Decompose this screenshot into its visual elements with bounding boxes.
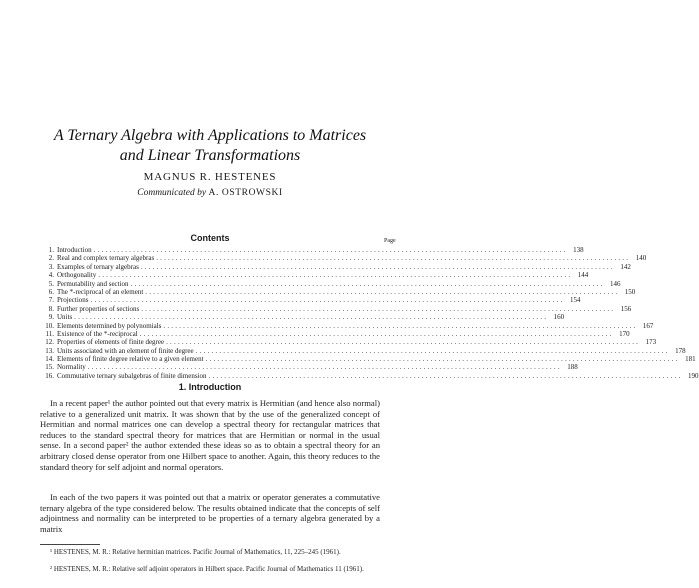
dot-leader: ........................................................................................................................ xyxy=(166,338,641,347)
toc-page: 188 xyxy=(567,363,578,372)
dot-leader: ........................................................................................................................ xyxy=(74,313,549,322)
communicated-prefix: Communicated by xyxy=(137,188,207,198)
toc-entry xyxy=(41,346,686,355)
page-column-label: Page xyxy=(384,238,396,244)
toc-title: Projections xyxy=(57,296,89,305)
toc-title: Further properties of sections xyxy=(57,304,140,313)
toc-number: 7. xyxy=(48,296,54,305)
toc-title: Elements of finite degree relative to a given element xyxy=(57,355,204,364)
author-name: MAGNUS R. HESTENES xyxy=(143,171,277,183)
footnote-1: ¹ HESTENES, M. R.: Relative hermitian matrices. Pacific Journal of Mathematics, 11, 225–245 (1961). xyxy=(50,548,341,556)
toc-title: Properties of elements of finite degree xyxy=(57,338,165,347)
dot-leader: ........................................................................................................................ xyxy=(156,254,631,263)
toc-entry xyxy=(41,246,584,254)
toc-entry xyxy=(41,321,654,330)
toc-title: Orthogonality xyxy=(57,271,97,280)
footnote-rule xyxy=(40,544,100,545)
toc-number: 15. xyxy=(45,363,54,372)
toc-entry xyxy=(41,355,696,364)
toc-number: 9. xyxy=(48,313,54,322)
footnote-2: ² HESTENES, M. R.: Relative self adjoint operators in Hilbert space. Pacific Journal of Mathematics 11 (1961). xyxy=(50,565,364,573)
toc-title: Existence of the *-reciprocal xyxy=(57,329,138,338)
dot-leader: ........................................................................................................................ xyxy=(98,271,573,280)
toc-entry xyxy=(41,271,589,280)
paper-title-line-1: A Ternary Algebra with Applications to Matrices xyxy=(53,127,367,144)
toc-title: Permutability and section xyxy=(57,279,129,288)
toc-page: 146 xyxy=(610,279,621,288)
toc-number: 4. xyxy=(48,271,54,280)
toc-title: Elements determined by polynomials xyxy=(57,321,162,330)
toc-number: 14. xyxy=(45,355,54,364)
toc-entry xyxy=(41,279,621,288)
section-heading: 1. Introduction xyxy=(178,382,242,392)
toc-number: 11. xyxy=(45,329,54,338)
contents-heading: Contents xyxy=(190,233,230,243)
dot-leader: ........................................................................................................................ xyxy=(130,279,605,288)
toc-title: Commutative ternary subalgebras of finite dimension xyxy=(57,371,207,380)
dot-leader: ........................................................................................................................ xyxy=(141,304,616,313)
body-paragraph-1: In a recent paper¹ the author pointed out that every matrix is Hermitian (and hence also normal) relative to a generalized unit matrix. It was shown that by the use of the generalized concept of Hermitian and normal matrices one can develop a spectral theory for rectangular matrices that reduces to the standard spectral theory for matrices that are Hermitian or normal in the usual sense. In a second paper² the author extended these ideas so as to obtain a spectral theory for an arbitrary closed dense operator from one Hilbert space to another. Again, this theory reduces to the standard theory for self adjoint and normal operators. xyxy=(40,398,380,472)
toc-entry xyxy=(41,338,657,347)
toc-number: 6. xyxy=(48,287,54,296)
toc-page: 170 xyxy=(619,329,630,338)
toc-page: 156 xyxy=(620,304,632,313)
body-paragraph-2: In each of the two papers it was pointed out that a matrix or operator generates a commutative ternary algebra of the type considered below. The results obtained indicate that the concepts of self adjointness and normality can be interpreted to be properties of a ternary algebra generated by a matrix xyxy=(40,492,380,534)
dot-leader: ........................................................................................................................ xyxy=(90,296,565,305)
toc-page: 144 xyxy=(577,271,589,280)
toc-entry xyxy=(41,329,630,338)
communicated-by xyxy=(40,188,380,198)
toc-number: 1. xyxy=(48,246,54,254)
dot-leader: ........................................................................................................................ xyxy=(208,371,683,380)
toc-title: Units associated with an element of finite degree xyxy=(57,346,194,355)
toc-number: 8. xyxy=(48,304,54,313)
toc-title: Real and complex ternary algebras xyxy=(57,254,155,263)
toc-page: 167 xyxy=(642,321,654,330)
toc-entry xyxy=(41,287,636,296)
dot-leader: ........................................................................................................................ xyxy=(195,346,670,355)
dot-leader: ........................................................................................................................ xyxy=(87,363,562,372)
toc-page: 140 xyxy=(635,254,647,263)
toc-title: Introduction xyxy=(57,246,92,254)
dot-leader: ........................................................................................................................ xyxy=(93,246,568,254)
toc-page: 160 xyxy=(553,313,565,322)
toc-number: 3. xyxy=(48,262,54,271)
toc-number: 12. xyxy=(45,338,54,347)
toc-entry xyxy=(41,296,581,305)
toc-page: 154 xyxy=(570,296,581,305)
toc-number: 10. xyxy=(45,321,54,330)
toc-title: Units xyxy=(57,313,73,322)
toc-title: Examples of ternary algebras xyxy=(57,262,139,271)
toc-page: 190 xyxy=(688,371,699,380)
toc-page: 150 xyxy=(624,287,636,296)
dot-leader: ........................................................................................................................ xyxy=(139,329,614,338)
toc-entry xyxy=(41,363,578,372)
toc-title: The *-reciprocal of an element xyxy=(57,287,144,296)
dot-leader: ........................................................................................................................ xyxy=(163,321,638,330)
toc-number: 16. xyxy=(45,371,54,380)
dot-leader: ........................................................................................................................ xyxy=(140,262,615,271)
toc-page: 173 xyxy=(645,338,657,347)
dot-leader: ........................................................................................................................ xyxy=(145,287,620,296)
toc-entry xyxy=(41,371,699,380)
toc-page: 181 xyxy=(685,355,696,364)
toc-number: 2. xyxy=(48,254,54,263)
toc-page: 142 xyxy=(620,262,631,271)
toc-entry xyxy=(41,254,647,263)
toc-page: 138 xyxy=(573,246,584,254)
communicator-name: A. OSTROWSKI xyxy=(208,188,283,198)
dot-leader: ........................................................................................................................ xyxy=(205,355,680,364)
toc-number: 13. xyxy=(45,346,54,355)
toc-entry xyxy=(41,262,631,271)
paper-title-line-2: and Linear Transformations xyxy=(119,147,301,164)
toc-entry xyxy=(41,304,632,313)
toc-number: 5. xyxy=(48,279,54,288)
toc-entry xyxy=(41,313,565,322)
toc-title: Normality xyxy=(57,363,86,372)
table-of-contents xyxy=(41,246,699,380)
toc-page: 178 xyxy=(675,346,686,355)
